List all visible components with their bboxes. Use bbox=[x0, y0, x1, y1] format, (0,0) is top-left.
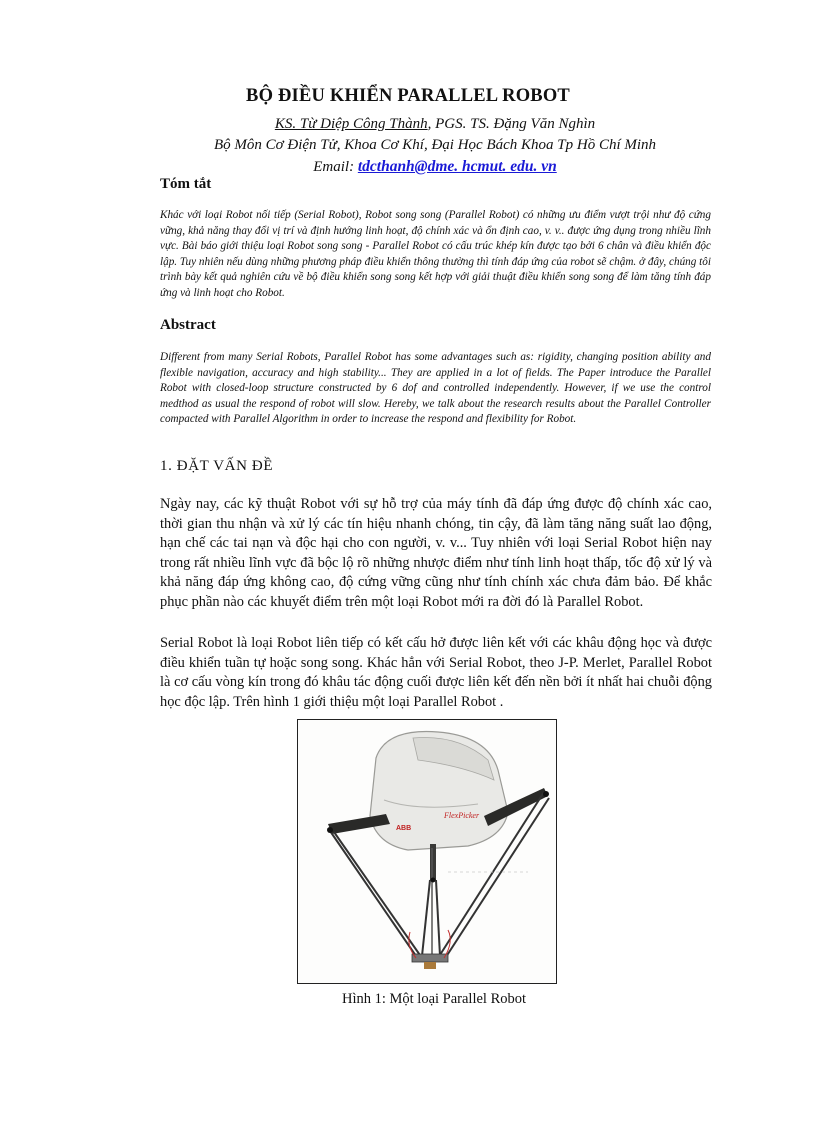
author-2: PGS. TS. Đặng Văn Nghìn bbox=[431, 116, 596, 132]
paper-title: BỘ ĐIỀU KHIỂN PARALLEL ROBOT bbox=[246, 86, 570, 106]
abstract-text: Different from many Serial Robots, Parallel Robot has some advantages such as: rigidity, changing position ability and flexible navigation, accuracy and high stability... They are applied in a lot of fields. The Paper introduce the Parallel Robot with closed-loop structure constructed by 6 dof and controlled independently. However, if we use the control medthod as usual the respond of robot will slow. Hereby, we talk about the research results about the Parallel Controller compacted with Parallel Algorithm in order to increase the respond and flexibility for Robot. bbox=[160, 351, 711, 426]
abstract-heading: Abstract bbox=[160, 317, 216, 333]
email-link[interactable]: tdcthanh@dme. hcmut. edu. vn bbox=[357, 158, 557, 175]
body-paragraph-2: Serial Robot là loại Robot liên tiếp có kết cấu hở được liên kết với các khâu động học và được điều khiển tuần tự hoặc song song. Khác hẳn với Serial Robot, theo J-P. Merlet, Parallel Robot là cơ cấu vòng kín trong đó khâu tác động cuối được liên kết đến nền bởi ít nhất hai chuỗi động học độc lập. Trên hình 1 giới thiệu một loại Parallel Robot . bbox=[160, 635, 712, 710]
flexpicker-label: FlexPicker bbox=[444, 811, 480, 820]
figure-frame bbox=[297, 719, 557, 984]
summary-heading: Tóm tắt bbox=[160, 176, 212, 192]
parallel-robot-illustration bbox=[298, 720, 556, 983]
email-line bbox=[0, 156, 816, 178]
section-heading: 1. ĐẶT VẤN ĐỀ bbox=[160, 458, 274, 474]
body-paragraph-1: Ngày nay, các kỹ thuật Robot với sự hỗ trợ của máy tính đã đáp ứng được độ chính xác cao, thời gian thu nhận và xử lý các tín hiệu nhanh chóng, tin cậy, đã làm tăng năng suất lao động, hạn chế các tai nạn và độc hại cho con người, v. v... Tuy nhiên với loại Serial Robot hiện nay trong rất nhiều lĩnh vực đã bộc lộ rõ những nhược điểm như tính linh hoạt thấp, tốc độ xử lý và khả năng đáp ứng không cao, độ cứng vững cũng như tính chính xác chưa đảm bảo. Để khắc phục phần nào các khuyết điểm trên một loại Robot mới ra đời đó là Parallel Robot. bbox=[160, 496, 712, 610]
author-line bbox=[0, 114, 816, 135]
figure-caption: Hình 1: Một loại Parallel Robot bbox=[341, 991, 527, 1007]
author-separator: , bbox=[427, 116, 432, 132]
author-block bbox=[0, 114, 816, 178]
author-1: KS. Từ Diệp Công Thành bbox=[274, 116, 428, 132]
summary-text: Khác với loại Robot nối tiếp (Serial Robot), Robot song song (Parallel Robot) có những ưu điểm vượt trội như độ cứng vững, khả năng thay đổi vị trí và định hướng linh hoạt, độ chính xác và ổn định cao, v. v.. được ứng dụng trong nhiều lĩnh vực. Bài báo giới thiệu loại Robot song song - Parallel Robot có cấu trúc khép kín được tạo bởi 6 chân và điều khiển độc lập. Tuy nhiên nếu dùng những phương pháp điều khiển thông thường thì tính đáp ứng của robot sẽ chậm. ở đây, chúng tôi trình bày kết quả nghiên cứu về bộ điều khiển song song kết hợp với giải thuật điều khiển song song để làm tăng tính đáp ứng và linh hoạt cho Robot. bbox=[160, 209, 711, 299]
email-label: Email: bbox=[313, 159, 358, 175]
abb-label: ABB bbox=[396, 825, 412, 832]
affiliation: Bộ Môn Cơ Điện Tử, Khoa Cơ Khí, Đại Học Bách Khoa Tp Hồ Chí Minh bbox=[213, 137, 657, 153]
